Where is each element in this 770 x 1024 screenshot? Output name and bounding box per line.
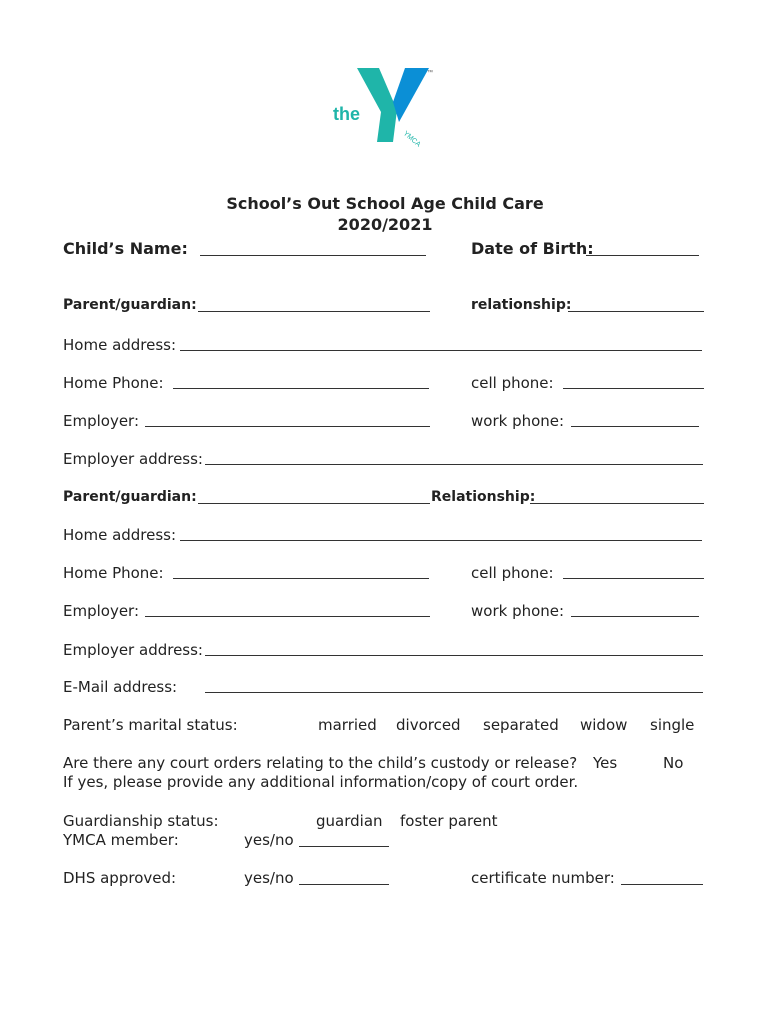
dob-label: Date of Birth:	[471, 239, 594, 258]
parent1-relationship-label: relationship:	[471, 297, 572, 313]
parent1-label: Parent/guardian:	[63, 297, 197, 313]
ymca-member-label: YMCA member:	[63, 831, 179, 849]
parent2-employer-label: Employer:	[63, 602, 140, 620]
parent1-work-phone-field[interactable]	[571, 426, 699, 427]
parent1-work-phone-label: work phone:	[471, 412, 565, 430]
marital-option-divorced[interactable]: divorced	[396, 716, 461, 734]
parent2-home-address-label: Home address:	[63, 526, 177, 544]
dhs-approved-value: yes/no	[244, 869, 294, 887]
ymca-member-field[interactable]	[299, 846, 389, 847]
marital-status-label: Parent’s marital status:	[63, 716, 238, 734]
guardianship-option-guardian[interactable]: guardian	[316, 812, 383, 830]
parent2-relationship-label: Relationship:	[431, 489, 536, 505]
parent2-employer-address-label: Employer address:	[63, 641, 203, 659]
form-title: School’s Out School Age Child Care	[226, 194, 544, 213]
email-label: E-Mail address:	[63, 678, 178, 696]
court-order-followup: If yes, please provide any additional information/copy of court order.	[63, 773, 579, 791]
certificate-number-label: certificate number:	[471, 869, 615, 887]
ymca-member-value: yes/no	[244, 831, 294, 849]
email-field[interactable]	[205, 692, 703, 693]
parent1-home-address-field[interactable]	[180, 350, 702, 351]
parent1-field[interactable]	[198, 311, 430, 312]
certificate-number-field[interactable]	[621, 884, 703, 885]
parent2-cell-phone-label: cell phone:	[471, 564, 554, 582]
logo-word: the	[333, 104, 360, 124]
parent2-work-phone-field[interactable]	[571, 616, 699, 617]
parent2-home-phone-field[interactable]	[173, 578, 429, 579]
child-name-label: Child’s Name:	[63, 239, 188, 258]
parent2-home-phone-label: Home Phone:	[63, 564, 164, 582]
logo-brand: YMCA	[401, 130, 422, 149]
parent1-employer-label: Employer:	[63, 412, 140, 430]
dhs-approved-label: DHS approved:	[63, 869, 177, 887]
parent1-employer-address-label: Employer address:	[63, 450, 203, 468]
parent1-employer-address-field[interactable]	[205, 464, 703, 465]
marital-option-widow[interactable]: widow	[580, 716, 628, 734]
marital-option-separated[interactable]: separated	[483, 716, 559, 734]
court-order-yes[interactable]: Yes	[593, 754, 618, 772]
dob-field[interactable]	[586, 255, 699, 256]
parent2-work-phone-label: work phone:	[471, 602, 565, 620]
dhs-approved-field[interactable]	[299, 884, 389, 885]
parent2-home-address-field[interactable]	[180, 540, 702, 541]
parent1-relationship-field[interactable]	[568, 311, 704, 312]
parent1-cell-phone-field[interactable]	[563, 388, 704, 389]
logo-tm: ™	[427, 70, 433, 76]
court-order-question: Are there any court orders relating to the child’s custody or release?	[63, 754, 578, 772]
marital-option-married[interactable]: married	[318, 716, 377, 734]
parent1-home-address-label: Home address:	[63, 336, 177, 354]
child-name-field[interactable]	[200, 255, 426, 256]
parent2-label: Parent/guardian:	[63, 489, 197, 505]
parent1-employer-field[interactable]	[145, 426, 430, 427]
parent2-cell-phone-field[interactable]	[563, 578, 704, 579]
parent2-relationship-field[interactable]	[530, 503, 704, 504]
court-order-no[interactable]: No	[663, 754, 684, 772]
parent1-cell-phone-label: cell phone:	[471, 374, 554, 392]
guardianship-label: Guardianship status:	[63, 812, 219, 830]
guardianship-option-foster[interactable]: foster parent	[400, 812, 498, 830]
marital-option-single[interactable]: single	[650, 716, 695, 734]
parent2-field[interactable]	[198, 503, 430, 504]
parent1-home-phone-label: Home Phone:	[63, 374, 164, 392]
parent2-employer-field[interactable]	[145, 616, 430, 617]
form-year: 2020/2021	[337, 215, 433, 234]
parent1-home-phone-field[interactable]	[173, 388, 429, 389]
ymca-logo	[327, 52, 441, 166]
parent2-employer-address-field[interactable]	[205, 655, 703, 656]
